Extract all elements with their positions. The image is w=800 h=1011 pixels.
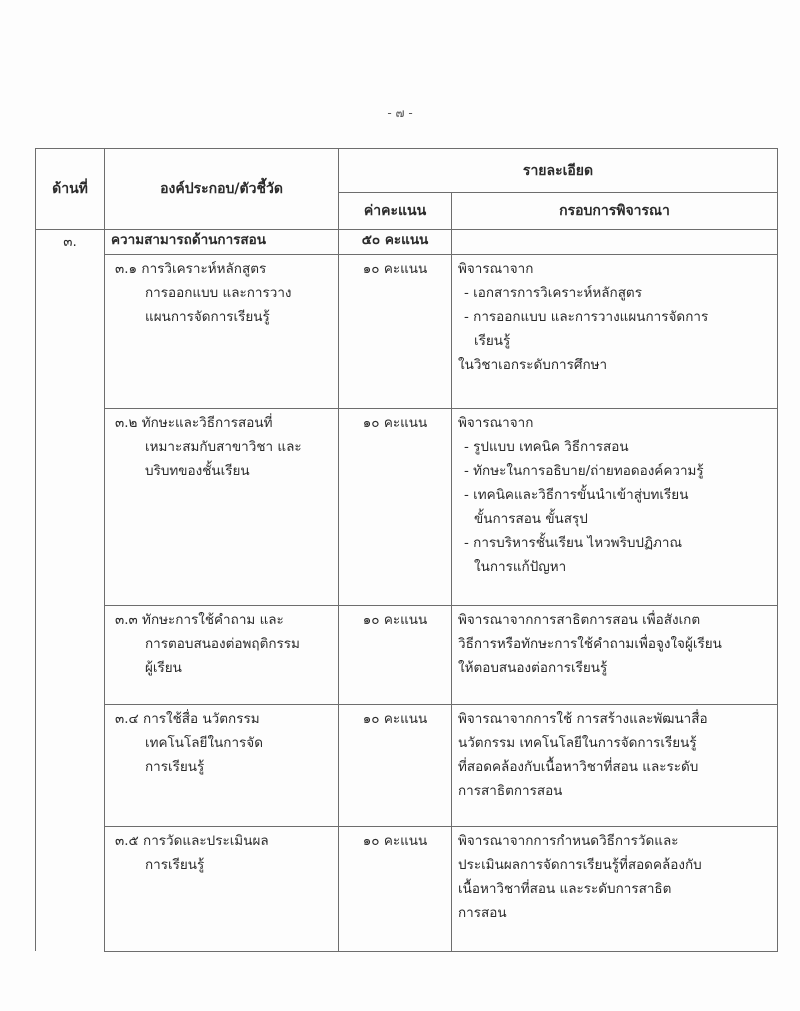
section-number: ๓.	[36, 230, 105, 255]
score-cell: ๑๐ คะแนน	[339, 826, 452, 951]
table-row	[36, 408, 778, 605]
component-cell: ๓.๑ การวิเคราะห์หลักสูตร การออกแบบ และการวาง แผนการจัดการเรียนรู้	[105, 254, 339, 408]
component-cell: ๓.๓ ทักษะการใช้คำถาม และ การตอบสนองต่อพฤติกรรม ผู้เรียน	[105, 605, 339, 704]
section-criteria-empty	[452, 230, 778, 255]
side-cell-empty	[36, 826, 105, 951]
score-cell: ๑๐ คะแนน	[339, 605, 452, 704]
criteria-cell: พิจารณาจากการสาธิตการสอน เพื่อสังเกต วิธีการหรือทักษะการใช้คำถามเพื่อจูงใจผู้เรียน ให้ตอบสนองต่อการเรียนรู้	[452, 605, 778, 704]
side-cell-empty	[36, 704, 105, 826]
header-side: ด้านที่	[36, 149, 105, 230]
table-row	[36, 605, 778, 704]
table-row	[36, 704, 778, 826]
evaluation-table	[35, 148, 777, 952]
header-score: ค่าคะแนน	[339, 193, 452, 230]
score-cell: ๑๐ คะแนน	[339, 254, 452, 408]
section-score: ๕๐ คะแนน	[339, 230, 452, 255]
side-cell-empty	[36, 605, 105, 704]
criteria-cell: พิจารณาจากการใช้ การสร้างและพัฒนาสื่อ นวัตกรรม เทคโนโลยีในการจัดการเรียนรู้ ที่สอดคล้องกับเนื้อหาวิชาที่สอน และระดับ การสาธิตการสอน	[452, 704, 778, 826]
score-cell: ๑๐ คะแนน	[339, 408, 452, 605]
header-details: รายละเอียด	[339, 149, 778, 193]
component-cell: ๓.๒ ทักษะและวิธีการสอนที่ เหมาะสมกับสาขาวิชา และ บริบทของชั้นเรียน	[105, 408, 339, 605]
criteria-cell: พิจารณาจากการกำหนดวิธีการวัดและ ประเมินผลการจัดการเรียนรู้ที่สอดคล้องกับ เนื้อหาวิชาที่สอน และระดับการสาธิต การสอน	[452, 826, 778, 951]
component-cell: ๓.๕ การวัดและประเมินผล การเรียนรู้	[105, 826, 339, 951]
side-cell-empty	[36, 254, 105, 408]
header-criteria: กรอบการพิจารณา	[452, 193, 778, 230]
criteria-cell: พิจารณาจาก - เอกสารการวิเคราะห์หลักสูตร - การออกแบบ และการวางแผนการจัดการ เรียนรู้ ในวิชาเอกระดับการศึกษา	[452, 254, 778, 408]
section-row	[36, 230, 778, 255]
side-cell-empty	[36, 408, 105, 605]
score-cell: ๑๐ คะแนน	[339, 704, 452, 826]
table-row	[36, 826, 778, 951]
section-title: ความสามารถด้านการสอน	[105, 230, 339, 255]
table-row	[36, 254, 778, 408]
criteria-cell: พิจารณาจาก - รูปแบบ เทคนิค วิธีการสอน - ทักษะในการอธิบาย/ถ่ายทอดองค์ความรู้ - เทคนิคและวิธีการขั้นนำเข้าสู่บทเรียน ขั้นการสอน ขั้นสรุป - การบริหารชั้นเรียน ไหวพริบปฏิภาณ ในการแก้ปัญหา	[452, 408, 778, 605]
page-number: - ๗ -	[387, 106, 413, 120]
header-component: องค์ประกอบ/ตัวชี้วัด	[105, 149, 339, 230]
component-cell: ๓.๔ การใช้สื่อ นวัตกรรม เทคโนโลยีในการจัด การเรียนรู้	[105, 704, 339, 826]
